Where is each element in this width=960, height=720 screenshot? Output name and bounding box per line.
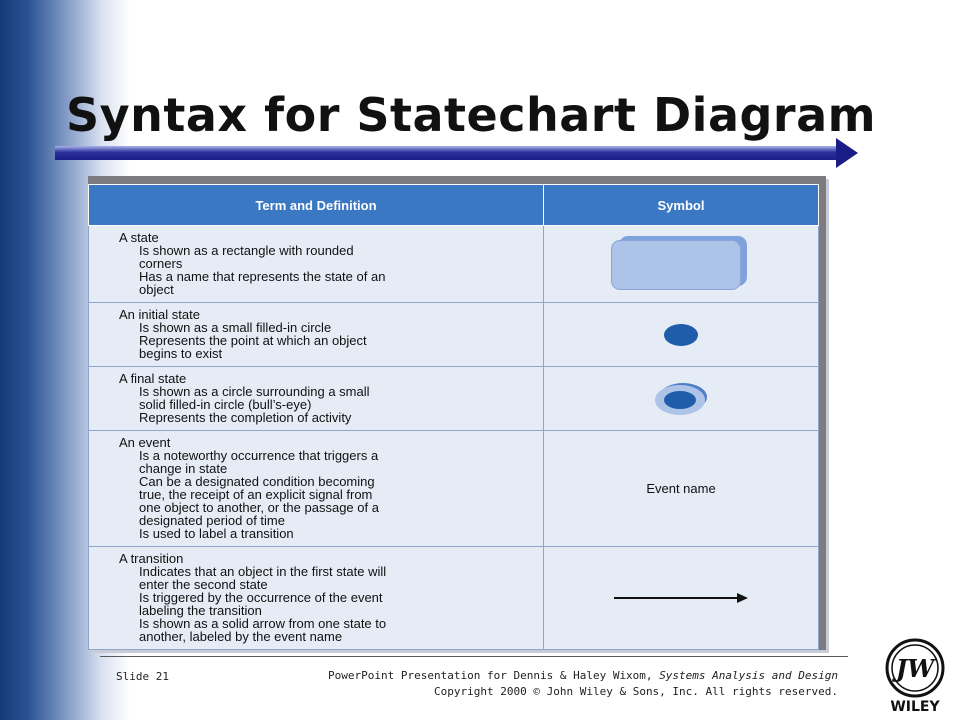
final-state-bullseye-icon [651, 383, 711, 415]
credit-prefix: PowerPoint Presentation for Dennis & Haley Wixom, [328, 669, 660, 682]
symbol-cell [544, 547, 819, 650]
definition-line: labeling the transition [139, 603, 262, 618]
logo-wordmark: WILEY [890, 699, 940, 714]
definition-line: begins to exist [139, 346, 223, 361]
slide-title: Syntax for Statechart Diagram [66, 88, 877, 142]
footer-credit [328, 668, 838, 700]
table-row [89, 431, 819, 547]
term-cell [89, 547, 544, 650]
definition-line: one object to another, or the passage of a [139, 500, 379, 515]
initial-state-circle-icon [664, 324, 698, 346]
wiley-logo [880, 636, 950, 714]
symbol-cell [544, 431, 819, 547]
table-row [89, 547, 819, 650]
term-name: An event [119, 435, 171, 450]
term-name: An initial state [119, 307, 200, 322]
term-cell [89, 303, 544, 367]
credit-book-title: Systems Analysis and Design [659, 669, 838, 682]
copyright-line: Copyright 2000 © John Wiley & Sons, Inc. All rights reserved. [434, 685, 838, 698]
definition-line: Has a name that represents the state of an [139, 269, 386, 284]
definition-line: designated period of time [139, 513, 285, 528]
definition-line: change in state [139, 461, 228, 476]
syntax-table [88, 184, 819, 650]
footer-divider [100, 656, 848, 657]
transition-arrow-icon [614, 593, 748, 603]
definition-line: Is triggered by the occurrence of the event [139, 590, 383, 605]
definition-line: solid filled-in circle (bull’s-eye) [139, 397, 312, 412]
symbol-cell [544, 226, 819, 303]
definition-line: Is shown as a solid arrow from one state to [139, 616, 387, 631]
term-name: A state [119, 230, 159, 245]
definition-line: Represents the point at which an object [139, 333, 367, 348]
definition-line: another, labeled by the event name [139, 629, 343, 644]
definition-line: Is shown as a small filled-in circle [139, 320, 332, 335]
definition-line: corners [139, 256, 183, 271]
definition-line: Is used to label a transition [139, 526, 294, 541]
table-row [89, 303, 819, 367]
symbol-cell [544, 303, 819, 367]
definition-line: object [139, 282, 174, 297]
slide-number: Slide 21 [116, 670, 169, 683]
symbol-cell [544, 367, 819, 431]
definition-line: Represents the completion of activity [139, 410, 352, 425]
table-row [89, 226, 819, 303]
definition-line: true, the receipt of an explicit signal from [139, 487, 373, 502]
event-name-label: Event name [646, 481, 716, 496]
term-cell [89, 226, 544, 303]
logo-monogram: JW [895, 654, 935, 683]
header-symbol: Symbol [544, 185, 819, 226]
table-header-row [89, 185, 819, 226]
definition-line: Is shown as a circle surrounding a small [139, 384, 370, 399]
syntax-table-frame [88, 176, 826, 650]
title-arrow-icon [836, 138, 858, 168]
table-row [89, 367, 819, 431]
credit-line [328, 668, 838, 684]
definition-line: Is shown as a rectangle with rounded [139, 243, 354, 258]
definition-line: Can be a designated condition becoming [139, 474, 375, 489]
term-cell [89, 431, 544, 547]
definition-line: Indicates that an object in the first state will [139, 564, 387, 579]
header-term-definition: Term and Definition [89, 185, 544, 226]
term-name: A transition [119, 551, 184, 566]
definition-line: Is a noteworthy occurrence that triggers a [139, 448, 379, 463]
state-rectangle-icon [611, 236, 751, 292]
term-name: A final state [119, 371, 187, 386]
term-cell [89, 367, 544, 431]
definition-line: enter the second state [139, 577, 268, 592]
title-underline-bar [55, 146, 845, 160]
